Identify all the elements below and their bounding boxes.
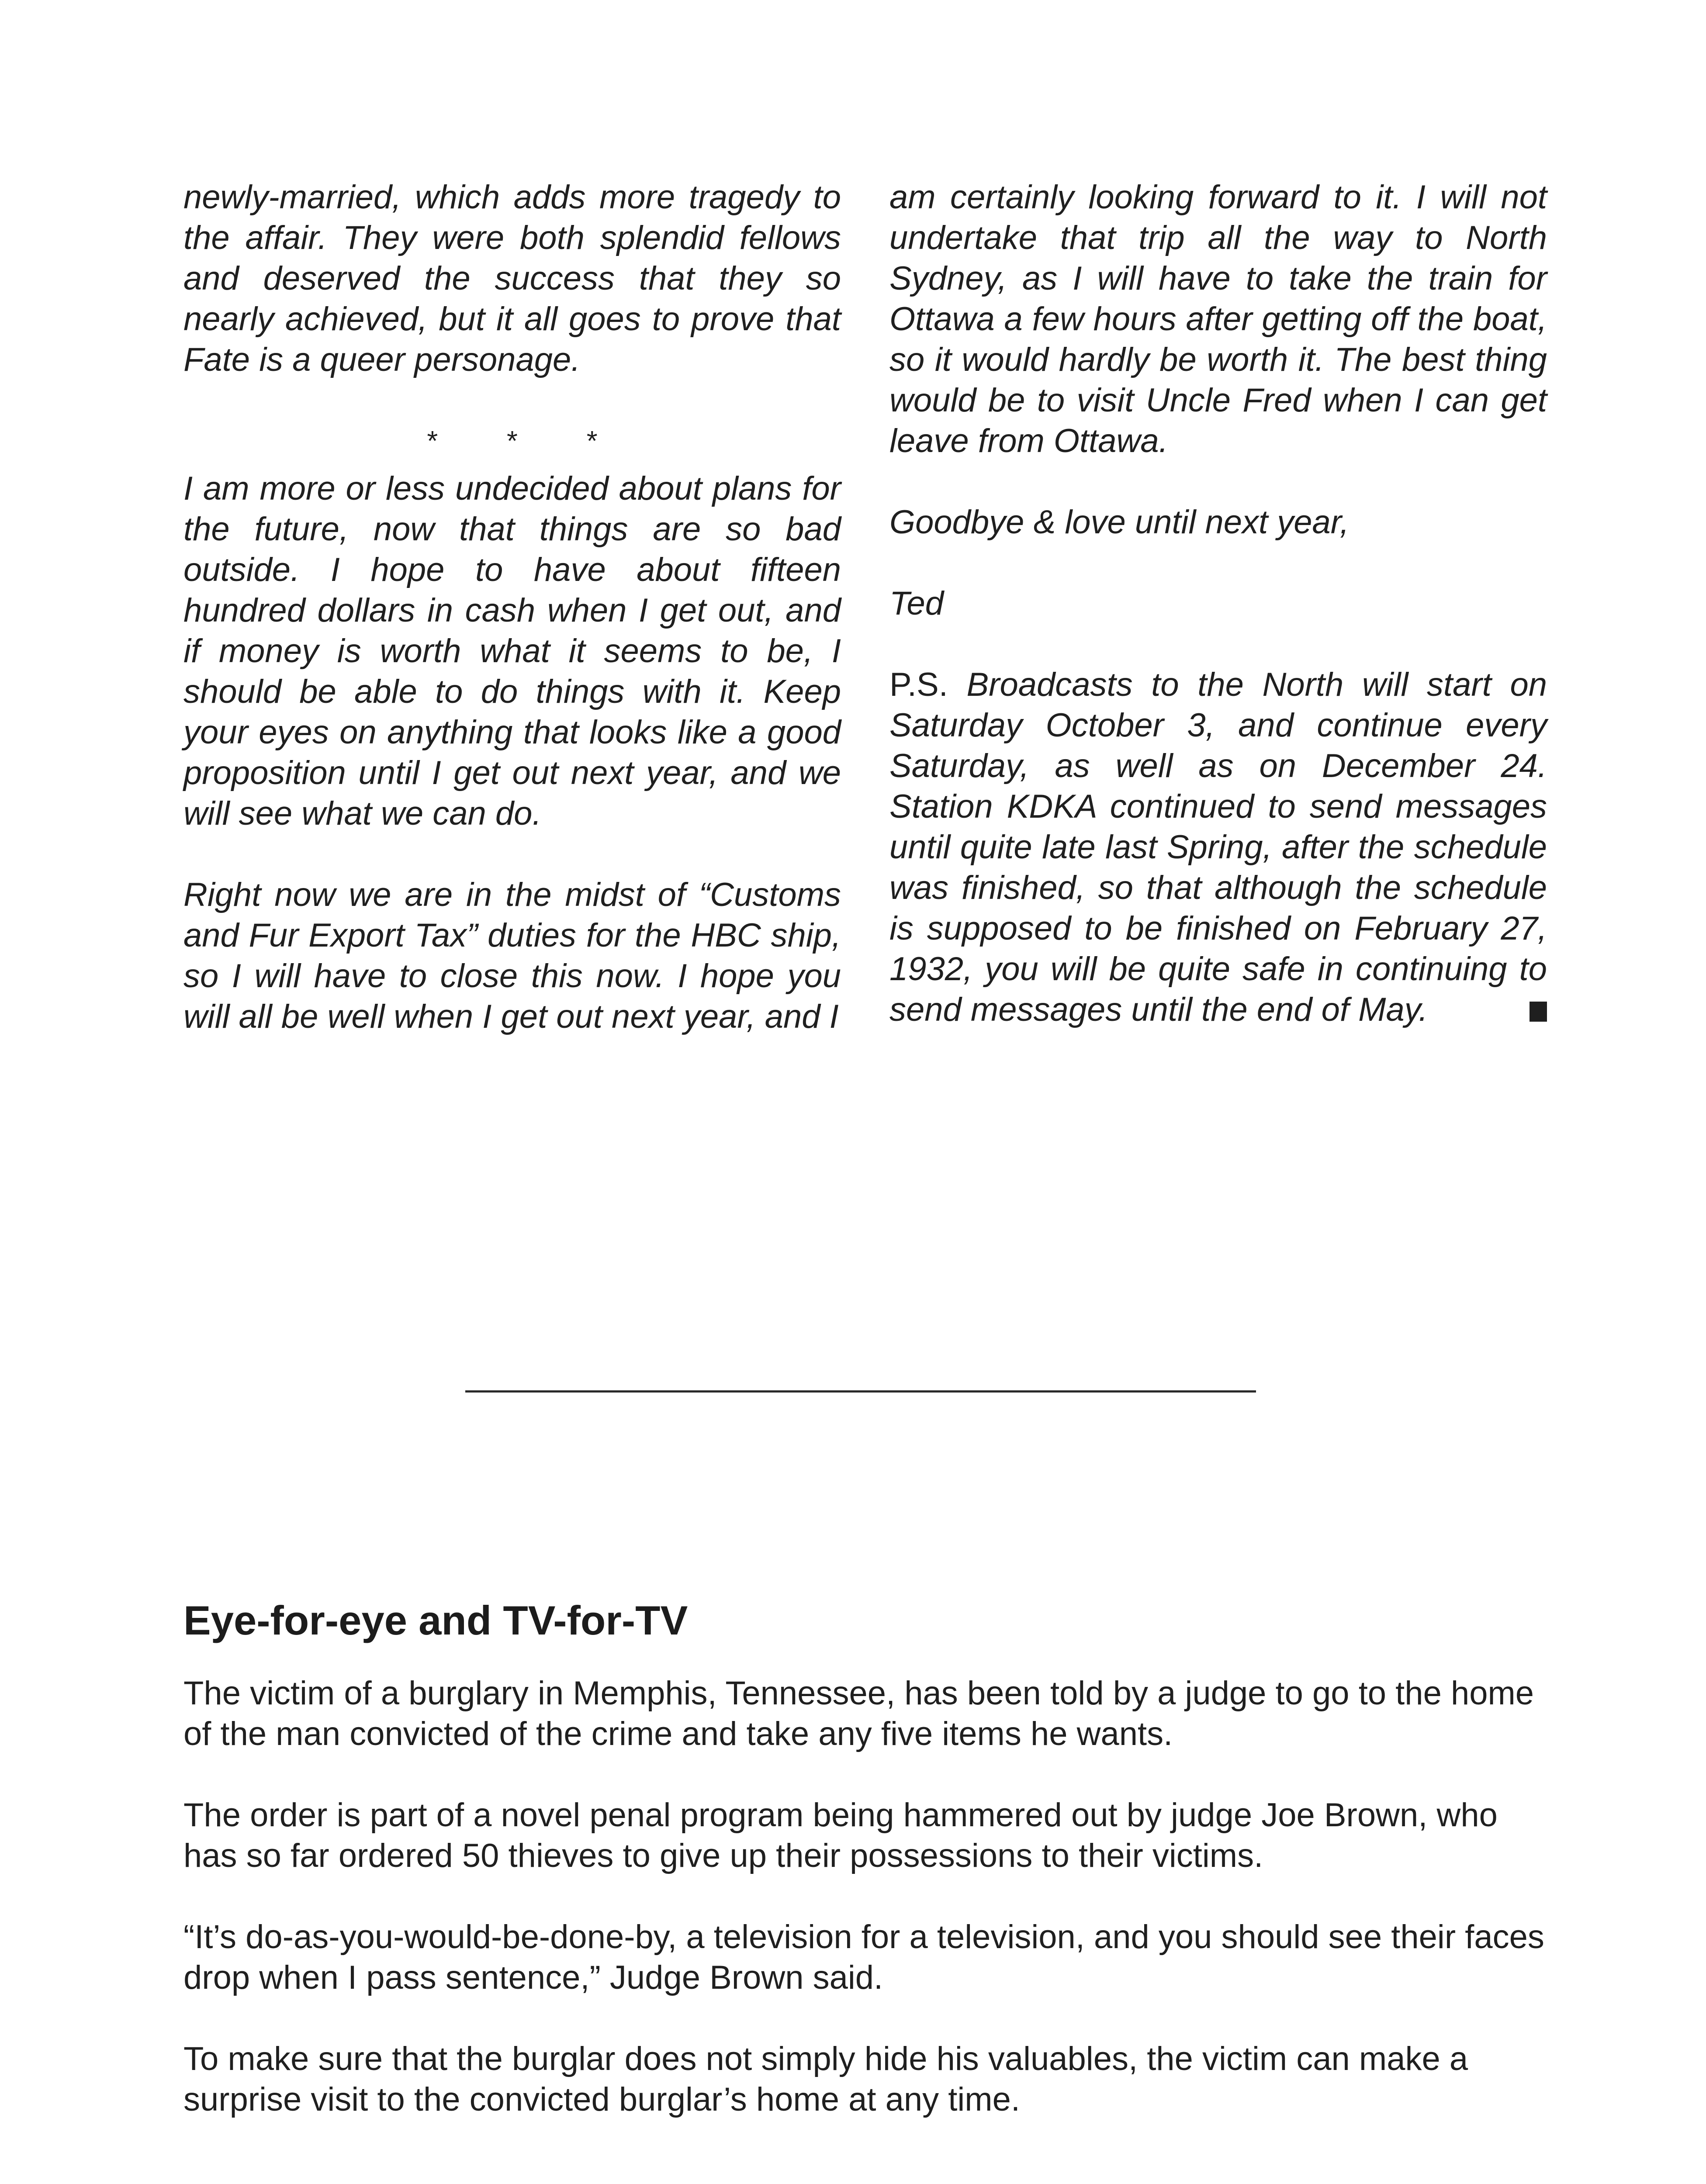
article bbox=[183, 1594, 1547, 2160]
left-paragraph-3: Right now we are in the midst of “Customs and Fur Export Tax” duties for the HBC ship, so I will have to close this now. I hope you will all be well when I get out next year, and I bbox=[183, 876, 841, 1035]
article-paragraph-1: The victim of a burglary in Memphis, Tennessee, has been told by a judge to go to the home of the man convicted of the crime and take any five items he wants. bbox=[183, 1675, 1534, 1752]
left-paragraph-2: I am more or less undecided about plans for the future, now that things are so bad outside. I hope to have about fifteen hundred dollars in cash when I get out, and if money is worth what it seems to be, I should be able to do things with it. Keep your eyes on anything that looks like a good proposition until I get out next year, and we will see what we can do. bbox=[183, 470, 841, 832]
postscript-label: P.S. bbox=[889, 666, 948, 703]
article-paragraph-2: The order is part of a novel penal program being hammered out by judge Joe Brown, who has so far ordered 50 thieves to give up their possessions to their victims. bbox=[183, 1797, 1498, 1874]
right-paragraph-1: am certainly looking forward to it. I will not undertake that trip all the way to North Sydney, as I will have to take the train for Ottawa a few hours after getting off the boat, so it would hardly be worth it. The best thing would be to visit Uncle Fred when I can get leave from Ottawa. bbox=[889, 179, 1547, 460]
letter-signature: Ted bbox=[889, 585, 944, 622]
letter-closing: Goodbye & love until next year, bbox=[889, 504, 1349, 541]
article-paragraph-4: To make sure that the burglar does not simply hide his valuables, the victim can make a surprise visit to the convicted burglar’s home at any time. bbox=[183, 2040, 1468, 2118]
section-separator: * * * bbox=[427, 425, 628, 456]
postscript-text: Broadcasts to the North will start on Saturday October 3, and continue every Saturday, as well as on December 24. Station KDKA continued to send messages until quite late last Spring, after the schedule was finished, so that although the schedule is supposed to be finished on February 27, 1932, you will be quite safe in continuing to send messages until the end of May. bbox=[889, 666, 1547, 1028]
postscript bbox=[889, 664, 1547, 1030]
left-paragraph-1: newly-married, which adds more tragedy to the affair. They were both splendid fellows and deserved the success that they so nearly achieved, but it all goes to prove that Fate is a queer personage. bbox=[183, 179, 841, 378]
article-paragraph-3: “It’s do-as-you-would-be-done-by, a television for a television, and you should see their faces drop when I pass sentence,” Judge Brown said. bbox=[183, 1918, 1544, 1996]
left-column bbox=[183, 177, 841, 1037]
article-title: Eye-for-eye and TV-for-TV bbox=[183, 1597, 688, 1643]
section-divider bbox=[465, 1390, 1256, 1393]
right-column bbox=[889, 177, 1547, 1030]
end-of-article-mark bbox=[1530, 1002, 1547, 1022]
